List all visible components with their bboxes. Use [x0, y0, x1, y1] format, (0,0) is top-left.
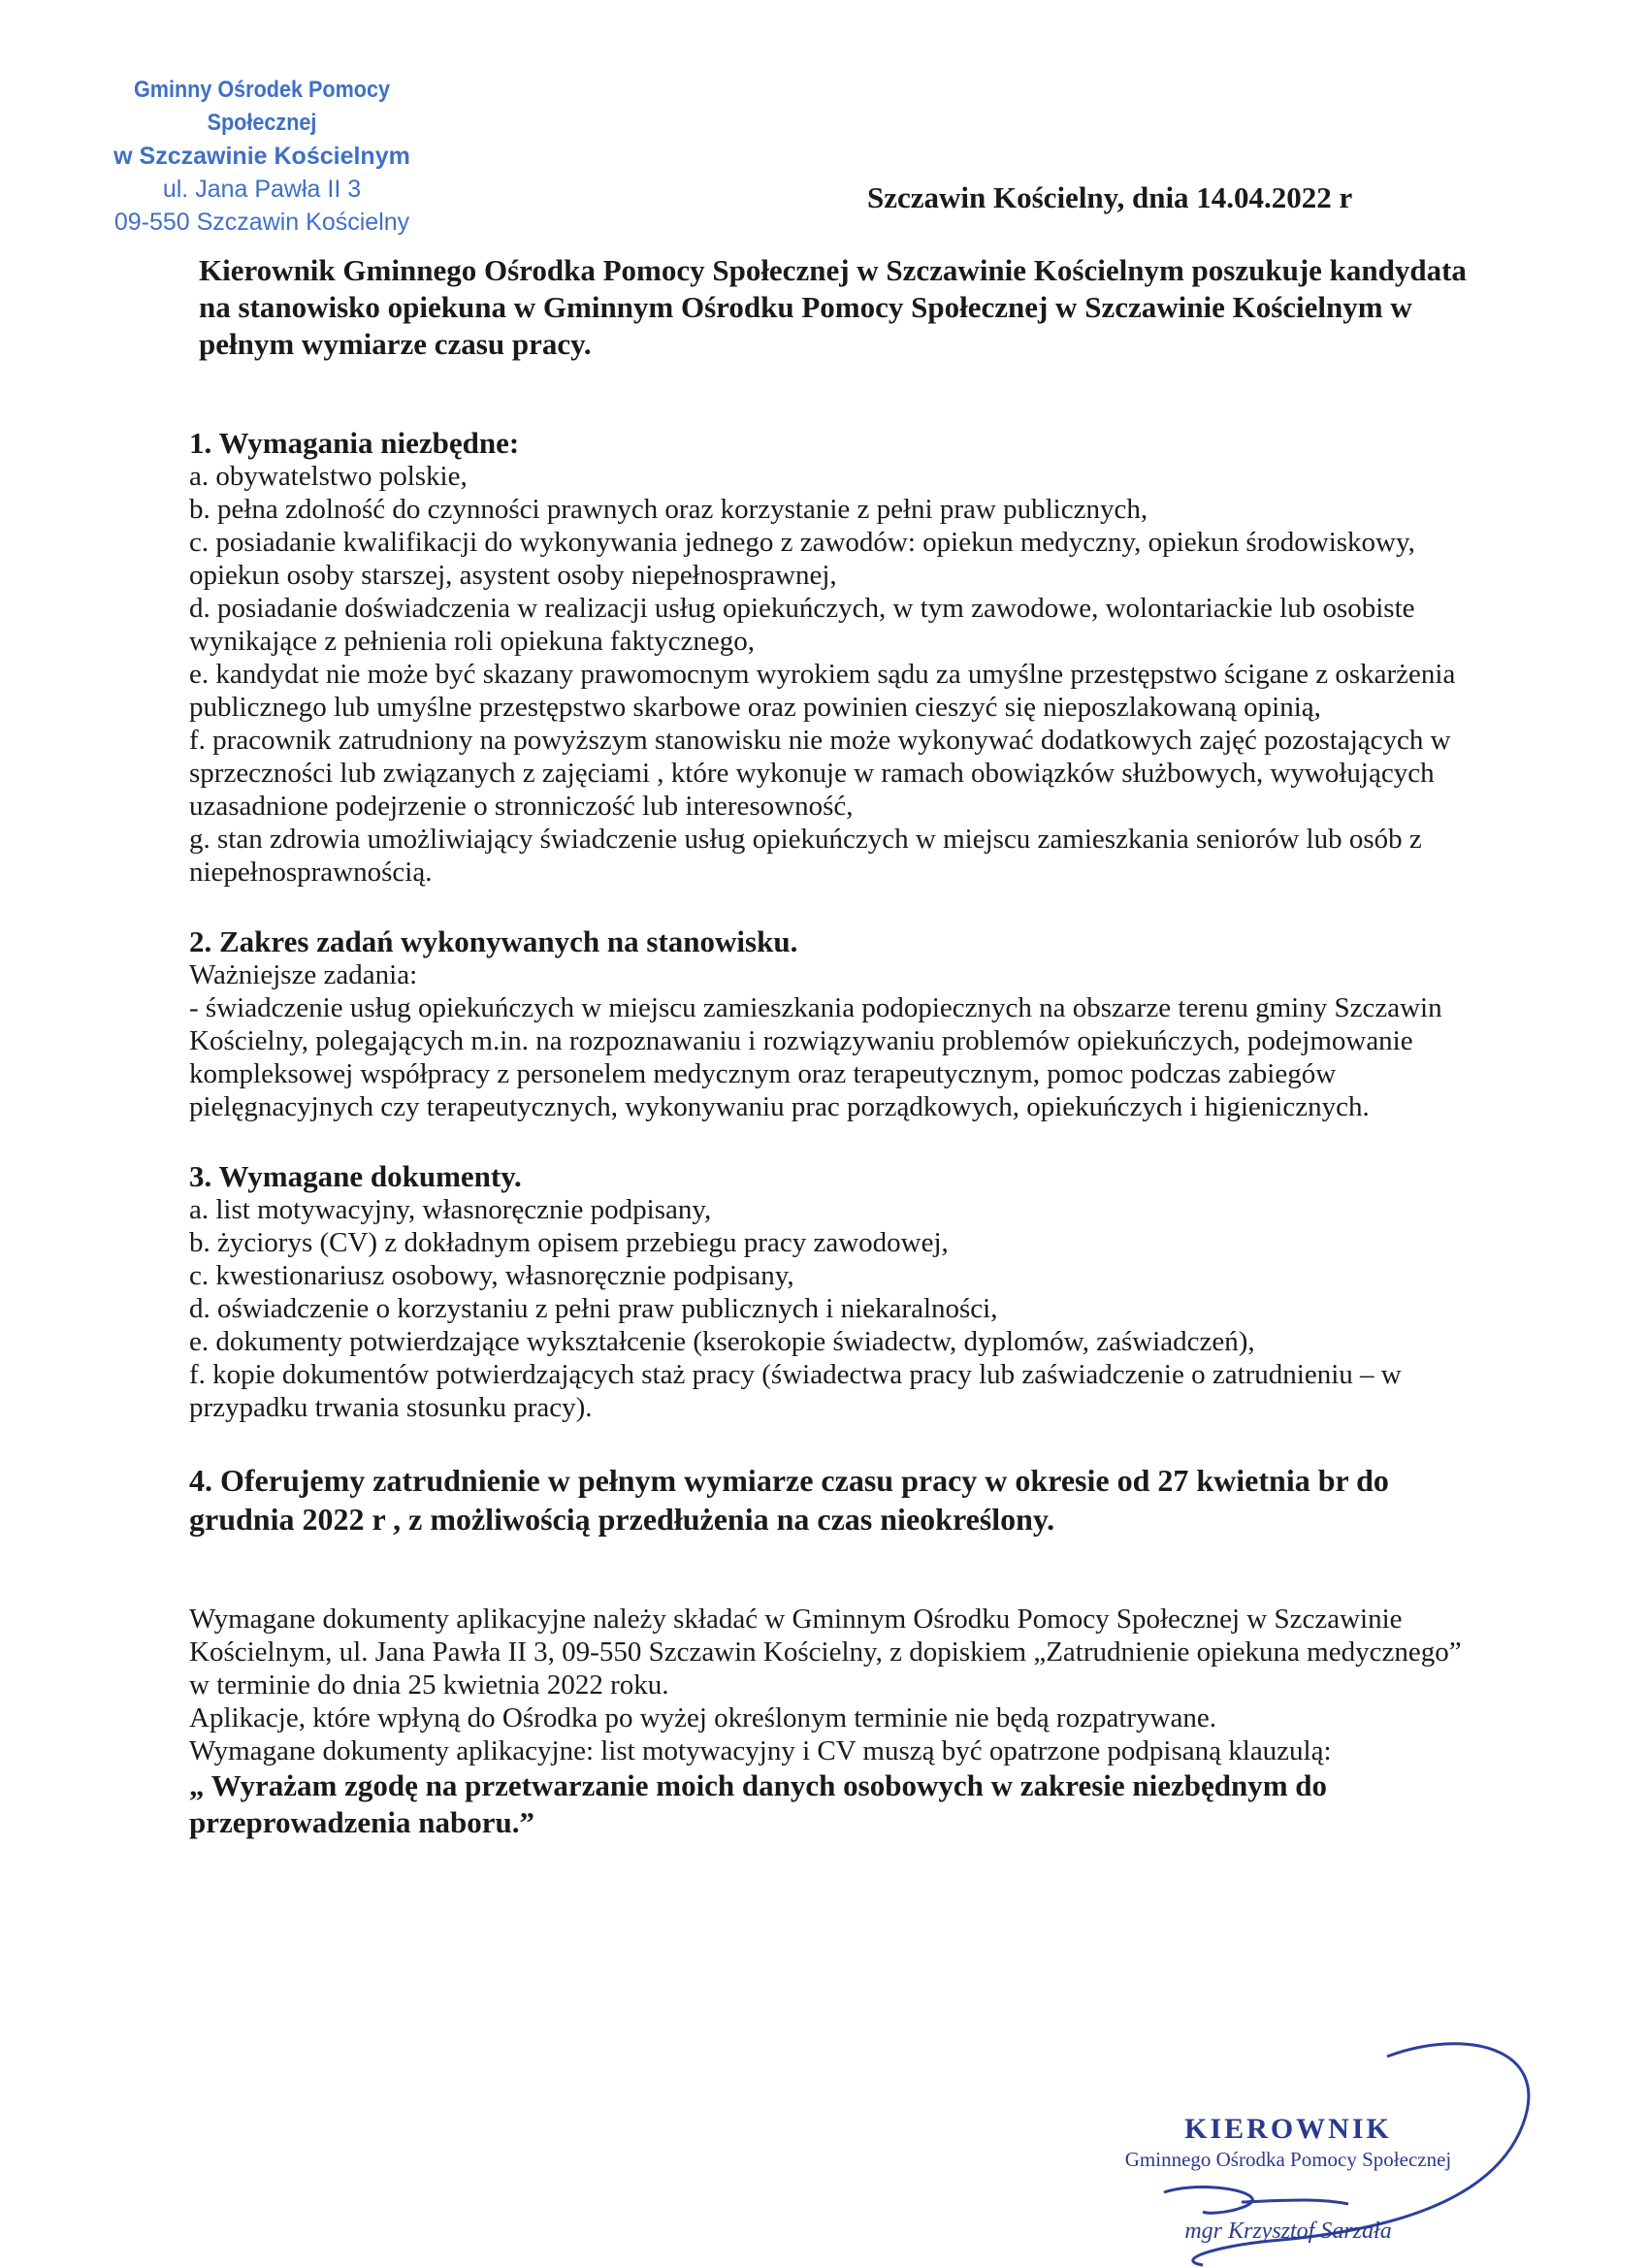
signature-block	[1094, 2113, 1482, 2245]
section-1-title: 1. Wymagania niezbędne:	[189, 426, 520, 460]
section-4-offer: 4. Oferujemy zatrudnienie w pełnym wymiarze czasu pracy w okresie od 27 kwietnia br do grudnia 2022 r , z możliwością przedłużenia na czas nieokreślony.	[189, 1463, 1389, 1537]
stamp-line-2: w Szczawinie Kościelnym	[113, 143, 410, 170]
requirement-item: d. posiadanie doświadczenia w realizacji usług opiekuńczych, w tym zawodowe, wolontariackie lub osobiste wynikające z pełnienia roli opiekuna faktycznego,	[189, 593, 1415, 657]
document-item: f. kopie dokumentów potwierdzających staż pracy (świadectwa pracy lub zaświadczenie o zatrudnieniu – w przypadku trwania stosunku pracy).	[189, 1359, 1402, 1423]
document-heading: Kierownik Gminnego Ośrodka Pomocy Społecznej w Szczawinie Kościelnym poszukuje kandydata na stanowisko opiekuna w Gminnym Ośrodku Pomocy Społecznej w Szczawinie Kościelnym w pełnym wymiarze czasu pracy.	[199, 253, 1467, 361]
requirement-item: g. stan zdrowia umożliwiający świadczenie usług opiekuńczych w miejscu zamieszkania seniorów lub osób z niepełnosprawnością.	[189, 824, 1422, 888]
section-2-title: 2. Zakres zadań wykonywanych na stanowisku.	[189, 924, 798, 958]
stamp-line-4: 09-550 Szczawin Kościelny	[113, 209, 410, 236]
document-item: c. kwestionariusz osobowy, własnoręcznie podpisany,	[189, 1260, 794, 1291]
requirement-item: e. kandydat nie może być skazany prawomocnym wyrokiem sądu za umyślne przestępstwo ścigane z oskarżenia publicznego lub umyślne przestępstwo skarbowe oraz powinien cieszyć się nieposzlakowaną opinią,	[189, 659, 1456, 723]
stamp-line-1: Gminny Ośrodek Pomocy Społecznej	[133, 77, 391, 136]
closing-paragraph: Aplikacje, które wpłyną do Ośrodka po wyżej określonym terminie nie będą rozpatrywane.	[189, 1702, 1216, 1733]
section-3-title: 3. Wymagane dokumenty.	[189, 1159, 522, 1193]
section-2-text: - świadczenie usług opiekuńczych w miejscu zamieszkania podopiecznych na obszarze terenu gminy Szczawin Kościelny, polegających m.in. na rozpoznawaniu i rozwiązywaniu problemów opiekuńczych, podejmowanie kompleksowej współpracy z personelem medycznym oraz terapeutycznym, pomoc podczas zabiegów pielęgnacyjnych czy terapeutycznych, wykonywaniu prac porządkowych, opiekuńczych i higienicznych.	[189, 992, 1442, 1122]
signature-title: KIEROWNIK	[1184, 2113, 1392, 2145]
signature-name: mgr Krzysztof Sarzała	[1184, 2219, 1392, 2244]
document-item: a. list motywacyjny, własnoręcznie podpisany,	[189, 1194, 712, 1225]
document-body	[189, 427, 1484, 1841]
document-date: Szczawin Kościelny, dnia 14.04.2022 r	[867, 180, 1353, 214]
consent-clause: „ Wyrażam zgodę na przetwarzanie moich danych osobowych w zakresie niezbędnym do przeprowadzenia naboru.”	[189, 1768, 1328, 1839]
closing-paragraph: Wymagane dokumenty aplikacyjne: list motywacyjny i CV muszą być opatrzone podpisaną klauzulą:	[189, 1735, 1332, 1766]
signature-organization: Gminnego Ośrodka Pomocy Społecznej	[1124, 2148, 1452, 2171]
section-2-subtitle: Ważniejsze zadania:	[189, 959, 418, 990]
requirement-item: a. obywatelstwo polskie,	[189, 461, 468, 492]
requirement-item: f. pracownik zatrudniony na powyższym stanowisku nie może wykonywać dodatkowych zajęć pozostających w sprzeczności lub związanych z zajęciami , które wykonuje w ramach obowiązków służbowych, wywołujących uzasadnione podejrzenie o stronniczość lub interesowność,	[189, 725, 1451, 822]
closing-paragraph: Wymagane dokumenty aplikacyjne należy składać w Gminnym Ośrodku Pomocy Społecznej w Szczawinie Kościelnym, ul. Jana Pawła II 3, 09-550 Szczawin Kościelny, z dopiskiem „Zatrudnienie opiekuna medycznego” w terminie do dnia 25 kwietnia 2022 roku.	[189, 1604, 1462, 1701]
document-item: d. oświadczenie o korzystaniu z pełni praw publicznych i niekaralności,	[189, 1293, 998, 1324]
document-item: e. dokumenty potwierdzające wykształcenie (kserokopie świadectw, dyplomów, zaświadczeń),	[189, 1326, 1255, 1357]
document-item: b. życiorys (CV) z dokładnym opisem przebiegu pracy zawodowej,	[189, 1227, 949, 1258]
institution-stamp	[68, 74, 456, 239]
requirement-item: c. posiadanie kwalifikacji do wykonywania jednego z zawodów: opiekun medyczny, opiekun środowiskowy, opiekun osoby starszej, asystent osoby niepełnosprawnej,	[189, 527, 1415, 591]
requirement-item: b. pełna zdolność do czynności prawnych oraz korzystanie z pełni praw publicznych,	[189, 494, 1148, 525]
stamp-line-3: ul. Jana Pawła II 3	[162, 176, 362, 203]
